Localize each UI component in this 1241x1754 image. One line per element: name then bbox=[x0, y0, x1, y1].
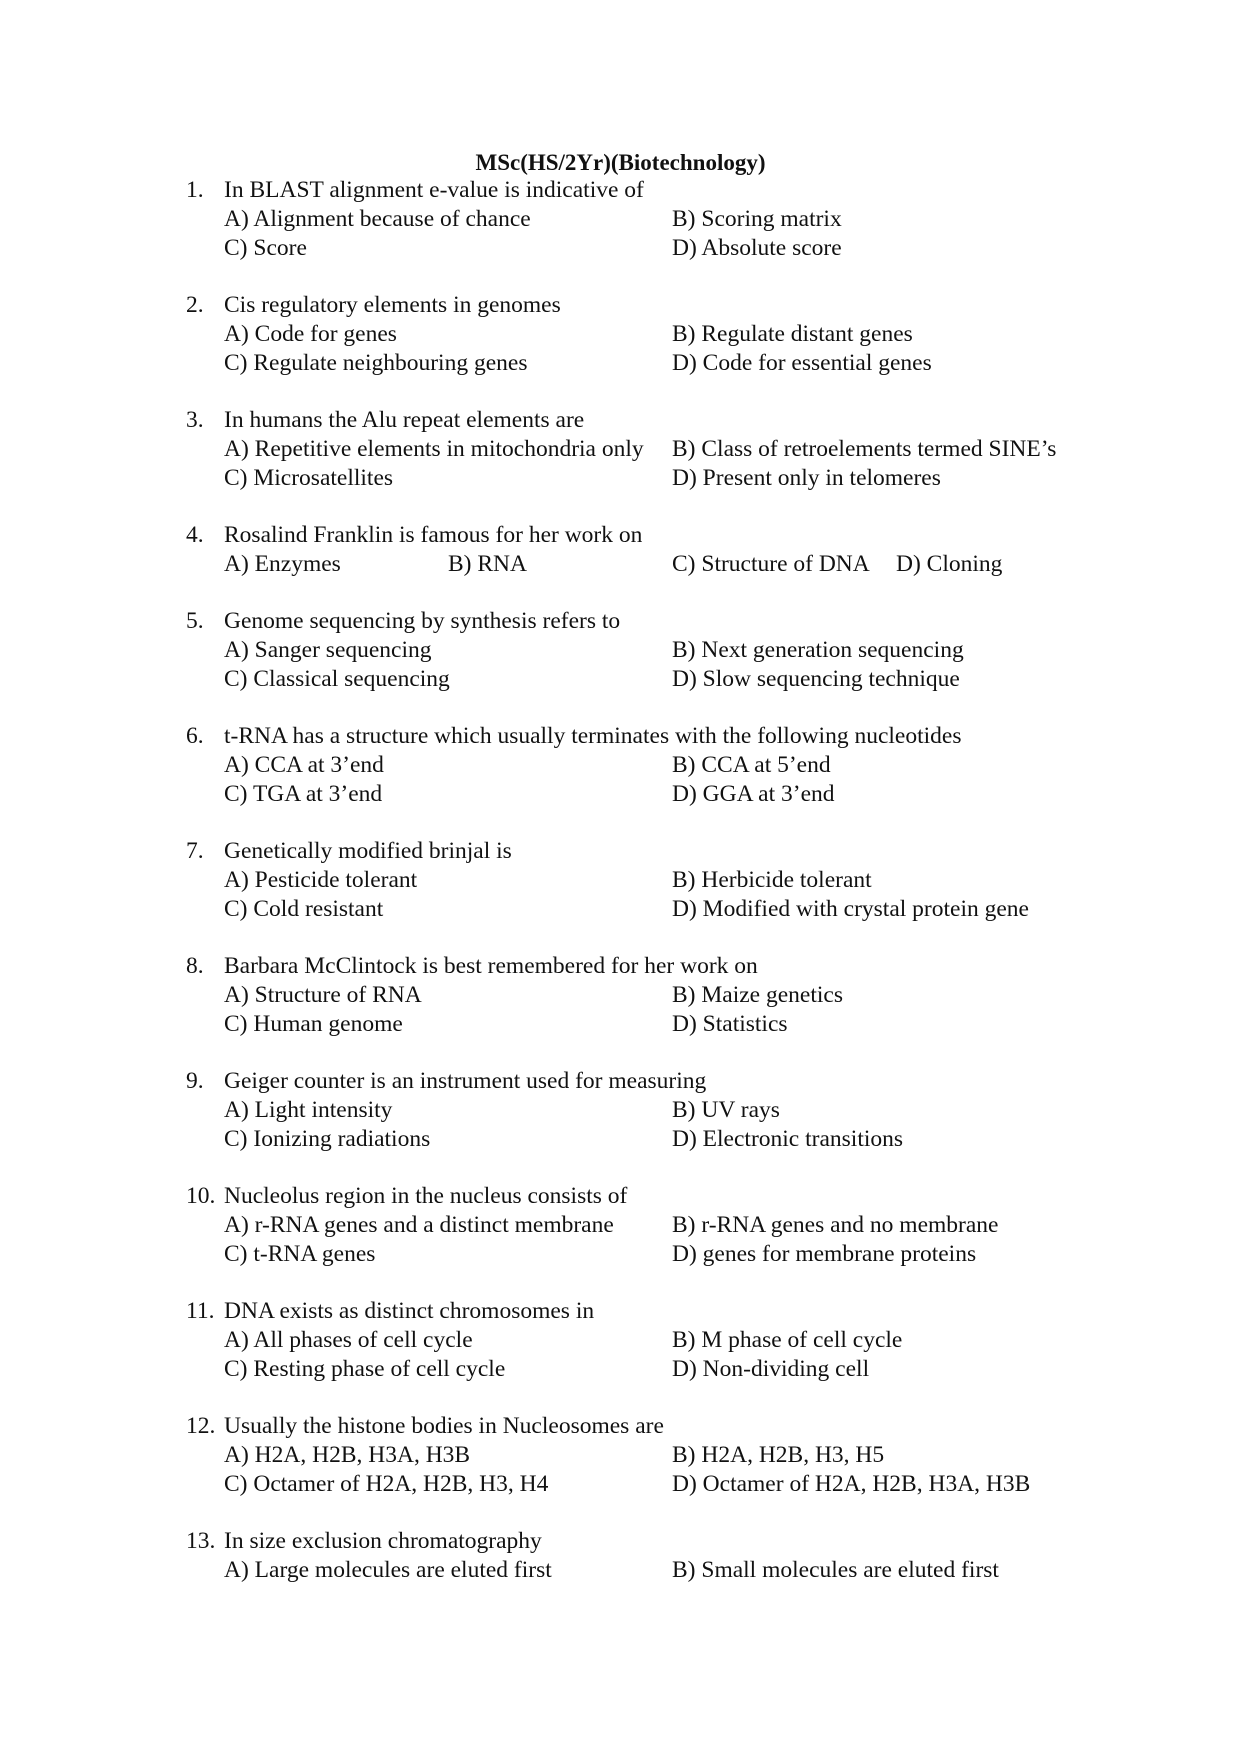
question-text: Nucleolus region in the nucleus consists of bbox=[224, 1183, 628, 1209]
question-6 bbox=[186, 722, 1186, 808]
option-b: B) Small molecules are eluted first bbox=[672, 1556, 999, 1583]
question-text: In humans the Alu repeat elements are bbox=[224, 407, 585, 433]
option-c: C) Score bbox=[224, 234, 307, 261]
question-text: Barbara McClintock is best remembered for her work on bbox=[224, 953, 758, 979]
option-d: D) Present only in telomeres bbox=[672, 464, 941, 491]
option-c: C) Octamer of H2A, H2B, H3, H4 bbox=[224, 1470, 549, 1497]
option-a: A) Enzymes bbox=[224, 550, 341, 577]
option-a: A) Sanger sequencing bbox=[224, 636, 432, 663]
question-number: 7. bbox=[186, 838, 204, 864]
option-b: B) Scoring matrix bbox=[672, 205, 842, 232]
question-text: In size exclusion chromatography bbox=[224, 1528, 542, 1554]
question-text: DNA exists as distinct chromosomes in bbox=[224, 1298, 595, 1324]
question-1 bbox=[186, 176, 1186, 262]
question-13 bbox=[186, 1527, 1186, 1585]
option-c: C) TGA at 3’end bbox=[224, 780, 383, 807]
question-text: Rosalind Franklin is famous for her work on bbox=[224, 522, 643, 548]
option-d: D) Absolute score bbox=[672, 234, 842, 261]
option-b: B) RNA bbox=[448, 550, 527, 577]
option-c: C) Regulate neighbouring genes bbox=[224, 349, 528, 376]
question-text: t-RNA has a structure which usually terminates with the following nucleotides bbox=[224, 723, 962, 749]
question-number: 13. bbox=[186, 1528, 216, 1554]
option-b: B) Next generation sequencing bbox=[672, 636, 964, 663]
option-b: B) r-RNA genes and no membrane bbox=[672, 1211, 999, 1238]
question-number: 2. bbox=[186, 292, 204, 318]
option-b: B) Herbicide tolerant bbox=[672, 866, 872, 893]
option-a: A) r-RNA genes and a distinct membrane bbox=[224, 1211, 614, 1238]
option-a: A) Structure of RNA bbox=[224, 981, 422, 1008]
question-text: Genome sequencing by synthesis refers to bbox=[224, 608, 621, 634]
question-number: 4. bbox=[186, 522, 204, 548]
option-d: D) Modified with crystal protein gene bbox=[672, 895, 1029, 922]
option-b: B) CCA at 5’end bbox=[672, 751, 831, 778]
question-text: Usually the histone bodies in Nucleosomes are bbox=[224, 1413, 664, 1439]
option-b: B) Regulate distant genes bbox=[672, 320, 913, 347]
option-d: D) Cloning bbox=[896, 550, 1003, 577]
option-c: C) Microsatellites bbox=[224, 464, 394, 491]
option-a: A) H2A, H2B, H3A, H3B bbox=[224, 1441, 471, 1468]
page-title: MSc(HS/2Yr)(Biotechnology) bbox=[475, 150, 766, 175]
option-b: B) M phase of cell cycle bbox=[672, 1326, 903, 1353]
option-a: A) Code for genes bbox=[224, 320, 397, 347]
option-d: D) genes for membrane proteins bbox=[672, 1240, 977, 1267]
option-b: B) UV rays bbox=[672, 1096, 780, 1123]
question-9 bbox=[186, 1067, 1186, 1153]
question-number: 9. bbox=[186, 1068, 204, 1094]
question-text: In BLAST alignment e-value is indicative of bbox=[224, 177, 644, 203]
option-a: A) Alignment because of chance bbox=[224, 205, 531, 232]
option-a: A) CCA at 3’end bbox=[224, 751, 384, 778]
question-text: Cis regulatory elements in genomes bbox=[224, 292, 561, 318]
option-d: D) Statistics bbox=[672, 1010, 788, 1037]
question-number: 6. bbox=[186, 723, 204, 749]
option-b: B) Maize genetics bbox=[672, 981, 843, 1008]
option-d: D) Octamer of H2A, H2B, H3A, H3B bbox=[672, 1470, 1031, 1497]
option-a: A) Light intensity bbox=[224, 1096, 393, 1123]
option-a: A) Repetitive elements in mitochondria only bbox=[224, 435, 644, 462]
question-10 bbox=[186, 1182, 1186, 1268]
option-c: C) t-RNA genes bbox=[224, 1240, 376, 1267]
question-text: Genetically modified brinjal is bbox=[224, 838, 512, 864]
question-number: 5. bbox=[186, 608, 204, 634]
question-11 bbox=[186, 1297, 1186, 1383]
question-number: 3. bbox=[186, 407, 204, 433]
question-text: Geiger counter is an instrument used for measuring bbox=[224, 1068, 707, 1094]
option-c: C) Cold resistant bbox=[224, 895, 384, 922]
option-d: D) Electronic transitions bbox=[672, 1125, 904, 1152]
option-d: D) GGA at 3’end bbox=[672, 780, 835, 807]
question-number: 11. bbox=[186, 1298, 215, 1324]
question-number: 10. bbox=[186, 1183, 216, 1209]
option-d: D) Slow sequencing technique bbox=[672, 665, 960, 692]
question-3 bbox=[186, 406, 1186, 492]
option-a: A) Pesticide tolerant bbox=[224, 866, 418, 893]
question-number: 1. bbox=[186, 177, 204, 203]
option-b: B) H2A, H2B, H3, H5 bbox=[672, 1441, 885, 1468]
option-c: C) Resting phase of cell cycle bbox=[224, 1355, 506, 1382]
option-b: B) Class of retroelements termed SINE’s bbox=[672, 435, 1057, 462]
option-c: C) Classical sequencing bbox=[224, 665, 450, 692]
question-number: 12. bbox=[186, 1413, 216, 1439]
option-d: D) Code for essential genes bbox=[672, 349, 932, 376]
question-2 bbox=[186, 291, 1186, 377]
question-12 bbox=[186, 1412, 1186, 1498]
option-c: C) Ionizing radiations bbox=[224, 1125, 431, 1152]
question-4 bbox=[186, 521, 1186, 579]
option-c: C) Structure of DNA bbox=[672, 550, 870, 577]
question-7 bbox=[186, 837, 1186, 923]
option-a: A) Large molecules are eluted first bbox=[224, 1556, 552, 1583]
option-a: A) All phases of cell cycle bbox=[224, 1326, 473, 1353]
option-c: C) Human genome bbox=[224, 1010, 403, 1037]
option-d: D) Non-dividing cell bbox=[672, 1355, 870, 1382]
question-8 bbox=[186, 952, 1186, 1038]
question-number: 8. bbox=[186, 953, 204, 979]
question-5 bbox=[186, 607, 1186, 693]
